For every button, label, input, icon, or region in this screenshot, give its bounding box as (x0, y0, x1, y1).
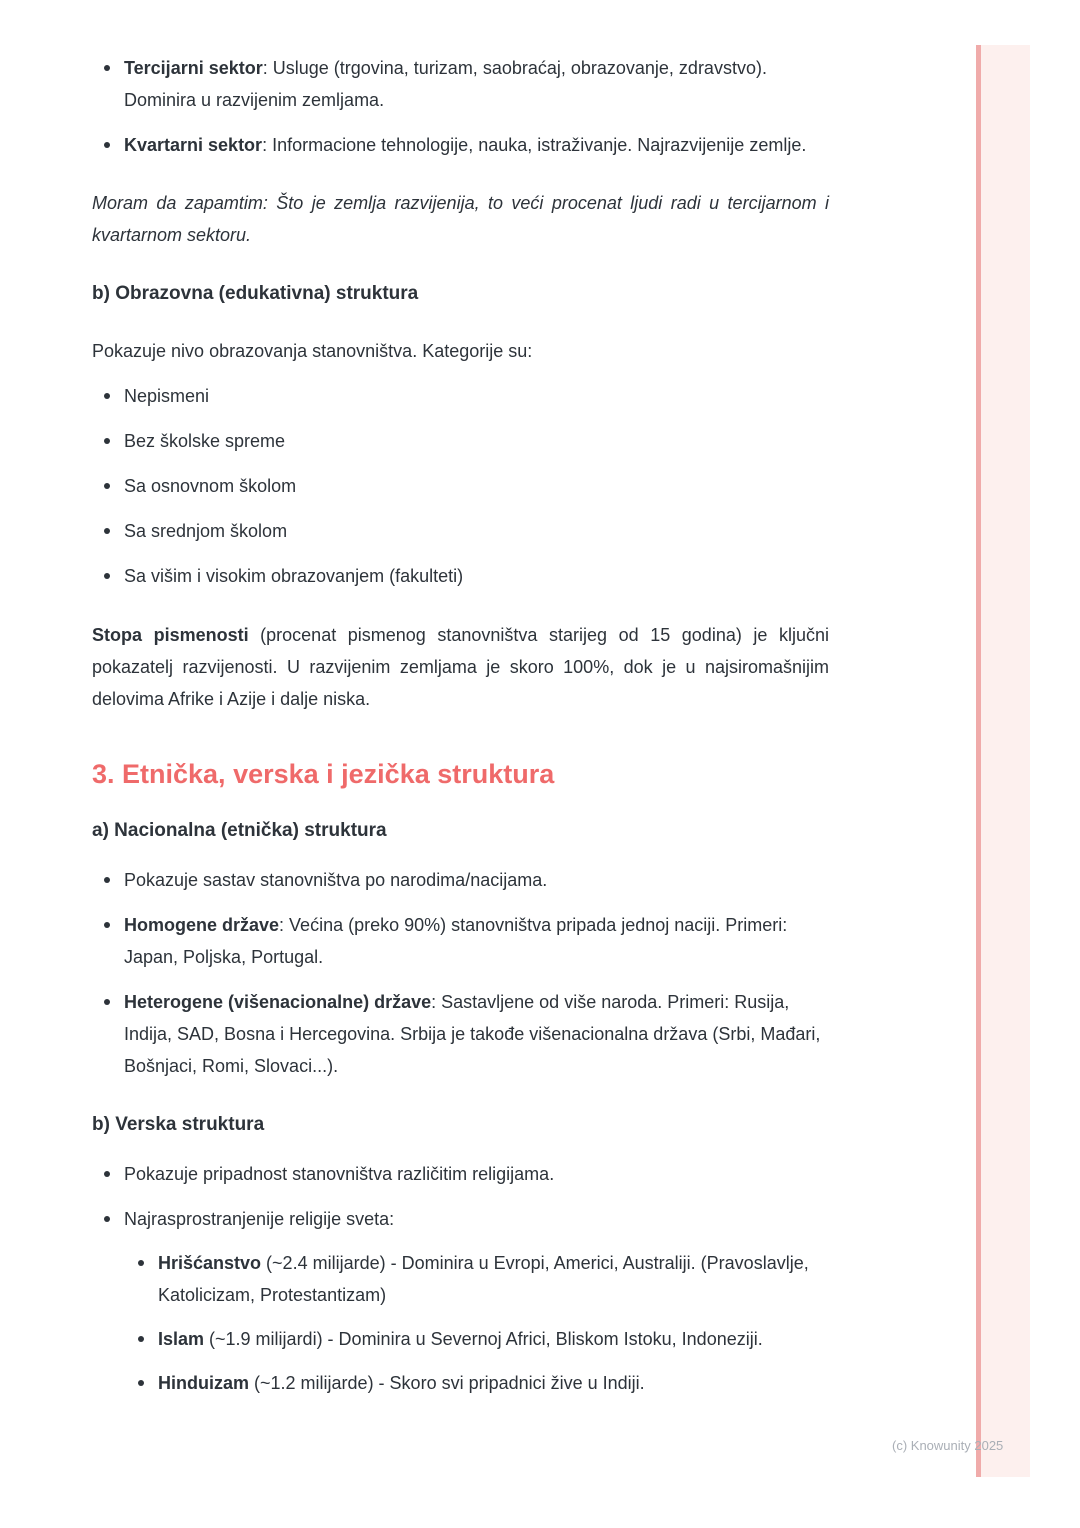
note-paragraph: Moram da zapamtim: Što je zemlja razvijenija, to veći procenat ljudi radi u tercijarnom i kvartarnom sektoru. (92, 193, 829, 245)
religion-sublist (126, 1247, 829, 1399)
list-item (92, 470, 829, 502)
notes-content (92, 44, 829, 1399)
footer-copyright: (c) Knowunity 2025 (892, 1438, 1004, 1453)
list-item-text: : Usluge (trgovina, turizam, saobraćaj, obrazovanje, zdravstvo). Dominira u razvijenim zemljama. (124, 58, 767, 110)
list-item (92, 1158, 829, 1190)
list-item (92, 909, 829, 973)
list-item (92, 129, 829, 161)
literacy-term: Stopa pismenosti (92, 625, 249, 645)
list-item-text: : Većina (preko 90%) stanovništva pripada jednoj naciji. Primeri: Japan, Poljska, Portugal. (124, 915, 788, 967)
list-item-text: : Sastavljene od više naroda. Primeri: Rusija, Indija, SAD, Bosna i Hercegovina. Srbija je takođe višenacionalna država (Srbi, Mađari, Bošnjaci, Romi, Slovaci...). (124, 992, 821, 1076)
list-item-text: Nepismeni (124, 386, 210, 406)
list-item-text: Sa srednjom školom (124, 521, 288, 541)
national-list (92, 864, 829, 1082)
list-item-term: Hinduizam (158, 1373, 250, 1393)
list-item (92, 515, 829, 547)
education-list (92, 380, 829, 592)
list-item-term: Heterogene (višenacionalne) države (124, 992, 432, 1012)
list-item-text: Sa višim i visokim obrazovanjem (fakulteti) (124, 566, 464, 586)
list-item (92, 1203, 829, 1235)
list-item (92, 986, 829, 1082)
list-item (126, 1367, 829, 1399)
list-item (126, 1323, 829, 1355)
list-item-term: Islam (158, 1329, 205, 1349)
section-heading-ethnic: 3. Etnička, verska i jezička struktura (92, 759, 555, 789)
list-item (92, 425, 829, 457)
list-item-text: (~2.4 milijarde) - Dominira u Evropi, Americi, Australiji. (Pravoslavlje, Katolicizam, Protestantizam) (158, 1253, 809, 1305)
list-item-text: (~1.2 milijarde) - Skoro svi pripadnici žive u Indiji. (249, 1373, 645, 1393)
literacy-text: (procenat pismenog stanovništva starijeg od 15 godina) je ključni pokazatelj razvijenosti. U razvijenim zemljama je skoro 100%, dok je u najsiromašnijim delovima Afrike i Azije i dalje niska. (92, 625, 829, 709)
list-item-term: Homogene države (124, 915, 280, 935)
list-item (92, 560, 829, 592)
literacy-paragraph (92, 619, 829, 715)
list-item (92, 864, 829, 896)
education-heading: b) Obrazovna (edukativna) struktura (92, 283, 419, 304)
list-item-text: Pokazuje sastav stanovništva po narodima/nacijama. (124, 870, 548, 890)
list-item-text: Sa osnovnom školom (124, 476, 297, 496)
list-item (92, 52, 829, 116)
page-edge-stripe (976, 45, 1030, 1477)
national-heading: a) Nacionalna (etnička) struktura (92, 820, 387, 841)
list-item-term: Hrišćanstvo (158, 1253, 262, 1273)
list-item (126, 1247, 829, 1311)
list-item-term: Kvartarni sektor (124, 135, 263, 155)
list-item-text: Bez školske spreme (124, 431, 286, 451)
education-intro: Pokazuje nivo obrazovanja stanovništva. Kategorije su: (92, 341, 533, 361)
list-item-text: Najrasprostranjenije religije sveta: (124, 1209, 395, 1229)
list-item-text: (~1.9 milijardi) - Dominira u Severnoj Africi, Bliskom Istoku, Indoneziji. (204, 1329, 763, 1349)
list-item (92, 380, 829, 412)
sector-list (92, 52, 829, 161)
religious-heading: b) Verska struktura (92, 1114, 265, 1135)
religious-list (92, 1158, 829, 1235)
list-item-text: Pokazuje pripadnost stanovništva različitim religijama. (124, 1164, 555, 1184)
list-item-term: Tercijarni sektor (124, 58, 263, 78)
list-item-text: : Informacione tehnologije, nauka, istraživanje. Najrazvijenije zemlje. (262, 135, 807, 155)
